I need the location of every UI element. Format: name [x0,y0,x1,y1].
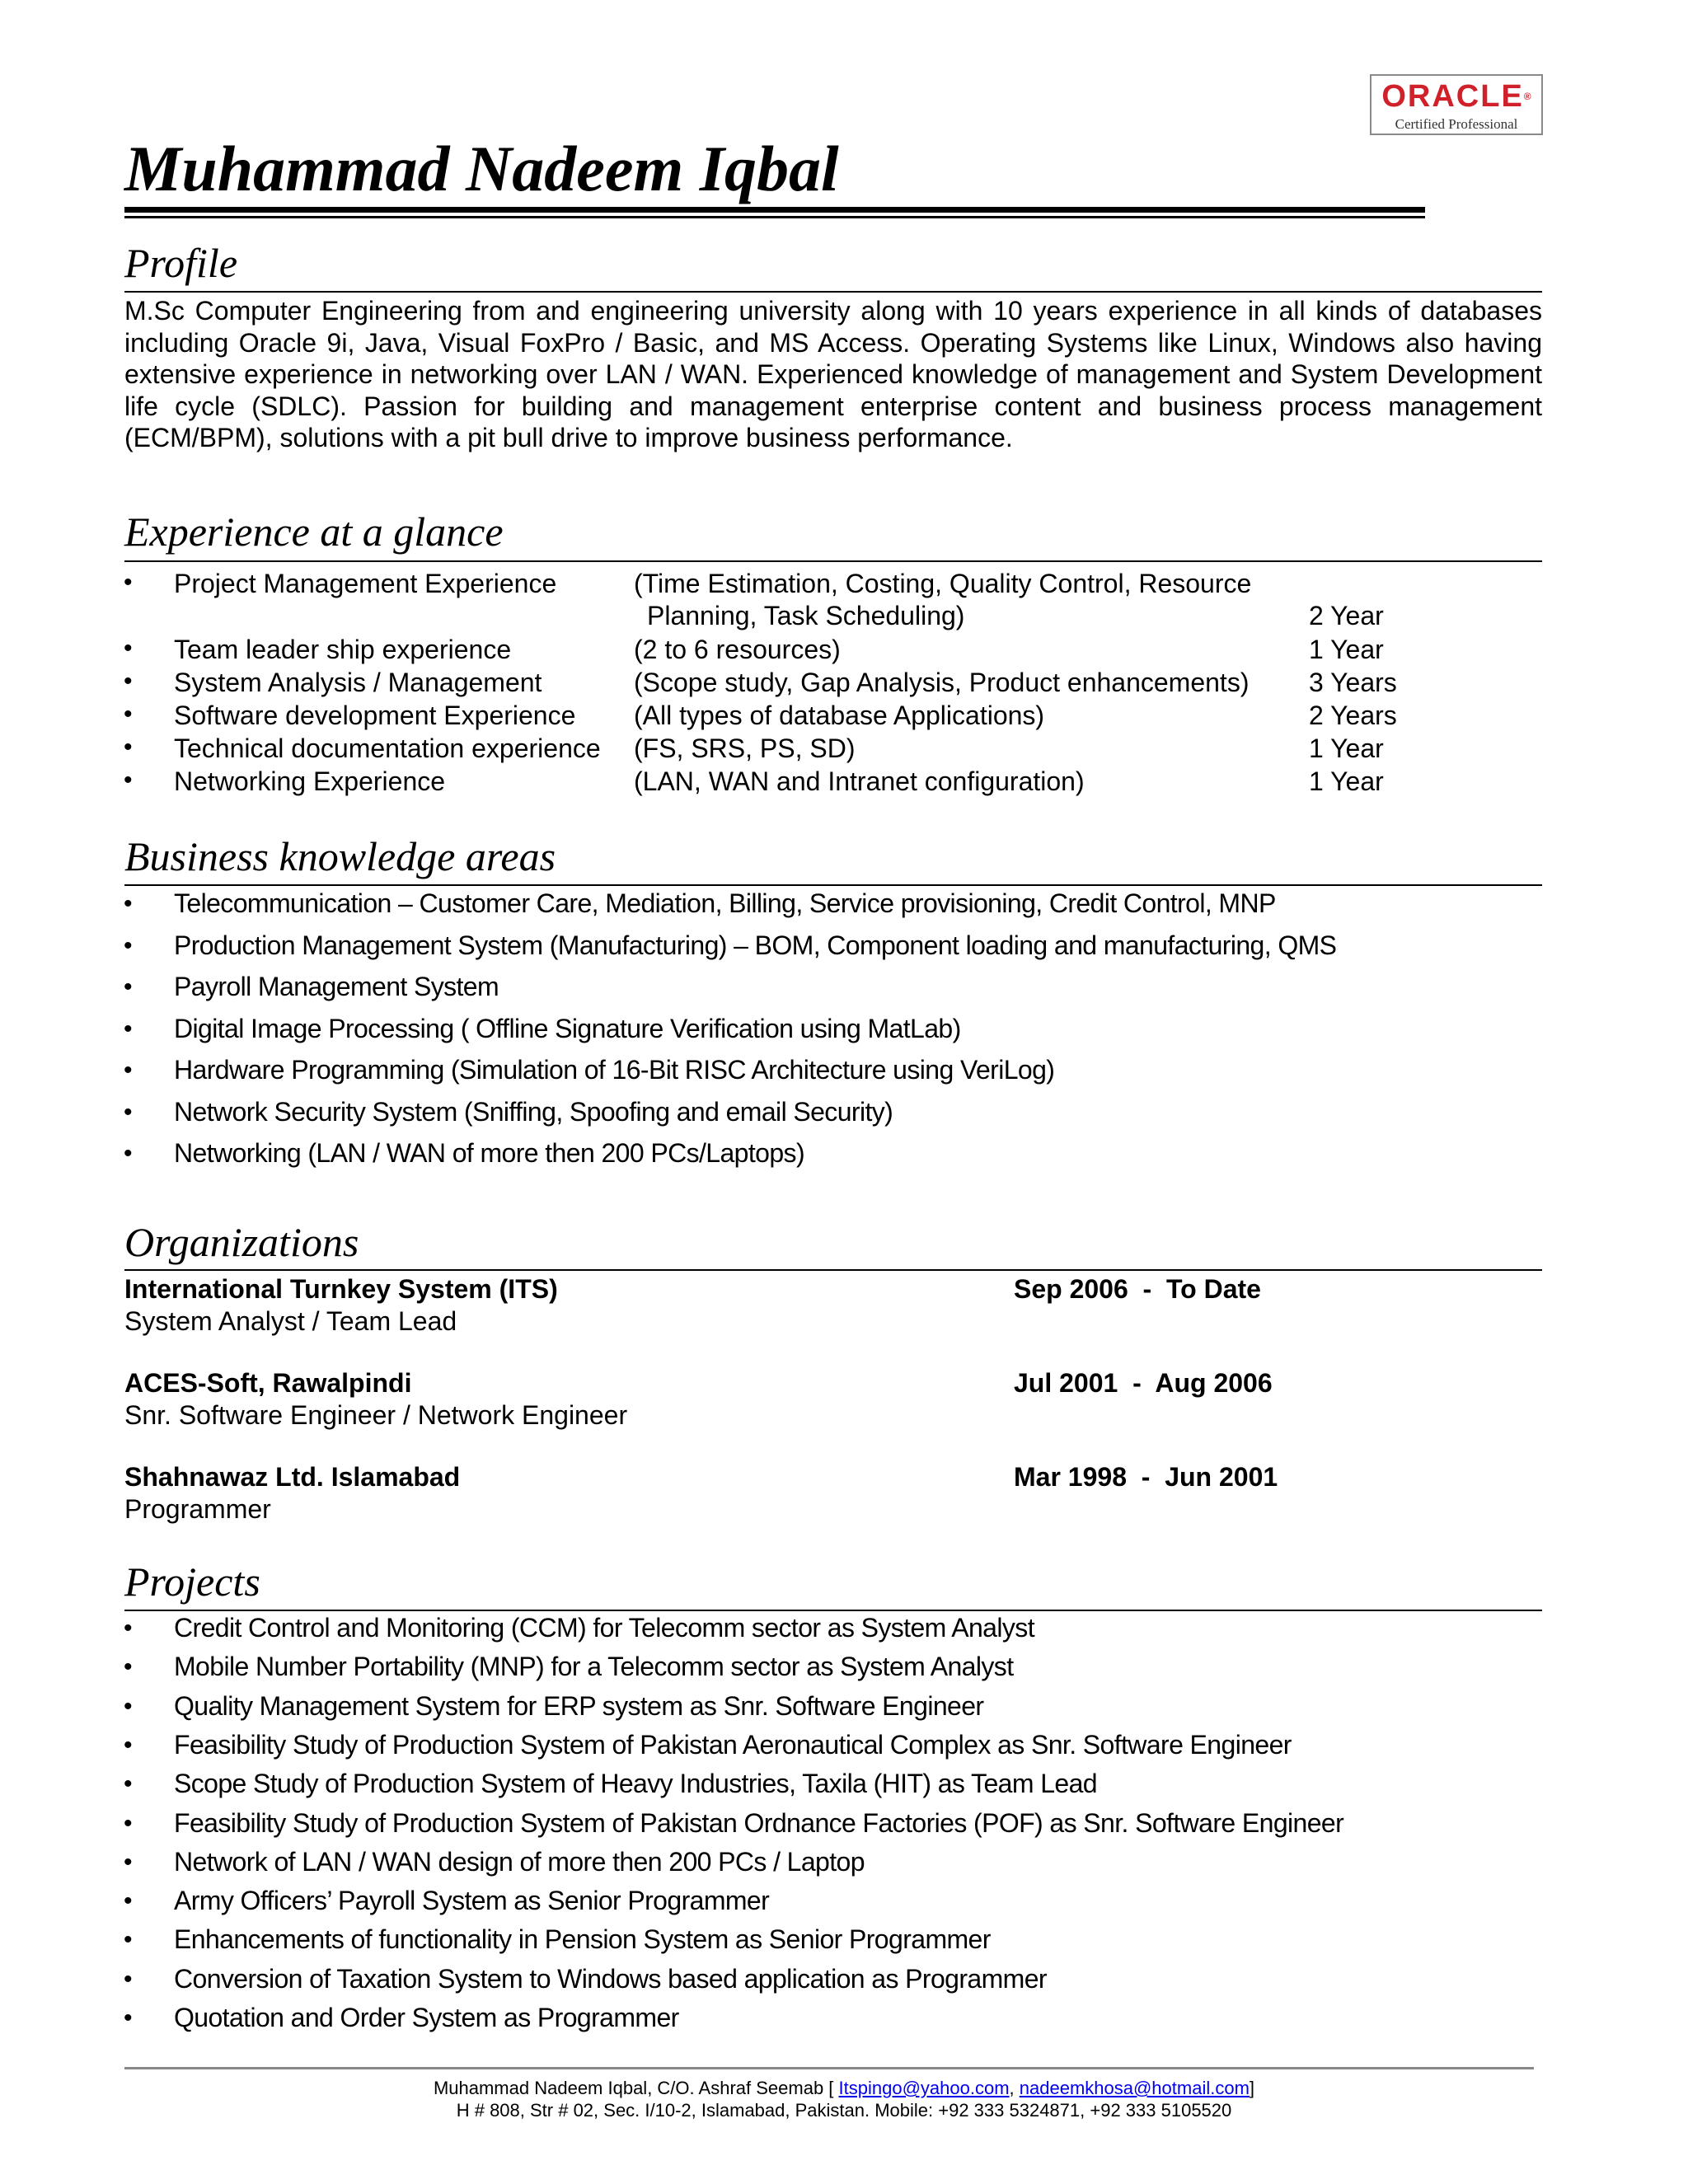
experience-area: Software development Experience [174,701,576,730]
list-item [0,1730,1688,1763]
list-item [0,1652,1688,1685]
logo-subtitle: Certified Professional [1395,116,1518,132]
list-item-text: Mobile Number Portability (MNP) for a Telecomm sector as System Analyst [174,1652,1014,1682]
bullet-icon: • [124,1057,132,1084]
bullet-icon: • [124,1770,132,1798]
bullet-icon: • [124,2004,132,2032]
list-item [0,1014,1688,1047]
experience-duration: 1 Year [1309,733,1384,763]
list-item [0,972,1688,1005]
experience-detail: (All types of database Applications) [634,701,1045,730]
experience-duration: 1 Year [1309,635,1384,664]
name-rule-thin [124,216,1425,218]
list-item [0,1613,1688,1646]
organization-role: Snr. Software Engineer / Network Engineer [124,1400,628,1430]
bullet-icon: • [124,569,133,596]
experience-area: Team leader ship experience [174,635,512,664]
bullet-icon: • [124,1692,132,1720]
bullet-icon: • [124,635,133,662]
list-item [0,1769,1688,1802]
list-item-text: Feasibility Study of Production System of Pakistan Aeronautical Complex as Snr. Software Engineer [174,1729,1292,1760]
bullet-icon: • [124,1926,132,1954]
list-item [0,1691,1688,1724]
list-item [0,1847,1688,1880]
profile-text: M.Sc Computer Engineering from and engineering university along with 10 years experience in all kinds of databases including Oracle 9i, Java, Visual FoxPro / Basic, and MS Access. Operating Systems like Linux, Windows also having extensive experience in networking over LAN / WAN. Experienced knowledge of management and System Development life cycle (SDLC). Passion for building and management enterprise content and business process management (ECM/BPM), solutions with a pit bull drive to improve business performance. [124,296,1542,452]
list-item-text: Network of LAN / WAN design of more then 200 PCs / Laptop [174,1846,865,1877]
bullet-icon: • [124,1653,132,1681]
footer-bracket: ] [1249,2078,1255,2098]
organization-name: ACES-Soft, Rawalpindi [124,1368,412,1398]
list-item [0,1964,1688,1997]
list-item-text: Enhancements of functionality in Pension System as Senior Programmer [174,1924,991,1955]
projects-rule [124,1610,1542,1611]
business-heading: Business knowledge areas [124,833,556,879]
list-item-text: Payroll Management System [174,972,499,1001]
list-item [0,930,1688,963]
bullet-icon: • [124,1015,132,1043]
logo-brand: ORACLE® [1381,79,1531,114]
list-item [0,1886,1688,1919]
list-item [0,2003,1688,2036]
candidate-name: Muhammad Nadeem Iqbal [124,133,839,204]
organization-dates: Jul 2001 - Aug 2006 [1014,1368,1273,1398]
organization-dates: Mar 1998 - Jun 2001 [1014,1462,1278,1492]
bullet-icon: • [124,766,133,794]
list-item-text: Credit Control and Monitoring (CCM) for Telecomm sector as System Analyst [174,1613,1034,1643]
experience-heading: Experience at a glance [124,509,504,555]
bullet-icon: • [124,890,132,917]
email-link-hotmail[interactable]: nadeemkhosa@hotmail.com [1019,2078,1250,2098]
experience-detail: (Scope study, Gap Analysis, Product enhancements) [634,668,1250,697]
bullet-icon: • [124,1098,132,1126]
profile-heading: Profile [124,240,238,286]
business-rule [124,884,1542,886]
oracle-certified-logo [1370,74,1543,135]
footer-contact-prefix: Muhammad Nadeem Iqbal, C/O. Ashraf Seemab [ [433,2078,839,2098]
experience-rule [124,560,1542,562]
experience-area: Technical documentation experience [174,733,601,763]
experience-duration: 2 Years [1309,701,1397,730]
organization-dates: Sep 2006 - To Date [1014,1274,1261,1304]
list-item-text: Digital Image Processing ( Offline Signature Verification using MatLab) [174,1013,961,1043]
list-item [0,1055,1688,1088]
list-item-text: Telecommunication – Customer Care, Mediation, Billing, Service provisioning, Credit Control, MNP [174,888,1276,918]
experience-area: System Analysis / Management [174,668,542,697]
experience-detail: (2 to 6 resources) [634,635,841,664]
list-item-text: Army Officers’ Payroll System as Senior Programmer [174,1886,770,1916]
experience-duration: 2 Year [1309,601,1384,630]
footer-address: H # 808, Str # 02, Sec. I/10-2, Islamabad, Pakistan. Mobile: +92 333 5324871, +92 333 5105520 [456,2100,1232,2121]
list-item-text: Scope Study of Production System of Heavy Industries, Taxila (HIT) as Team Lead [174,1769,1097,1799]
experience-duration: 1 Year [1309,766,1384,796]
list-item-text: Network Security System (Sniffing, Spoofing and email Security) [174,1096,893,1127]
bullet-icon: • [124,931,132,959]
experience-detail: (FS, SRS, PS, SD) [634,733,856,763]
bullet-icon: • [124,1965,132,1993]
organizations-heading: Organizations [124,1219,359,1265]
list-item-text: Quality Management System for ERP system as Snr. Software Engineer [174,1690,984,1721]
list-item-text: Conversion of Taxation System to Windows based application as Programmer [174,1963,1047,1994]
list-item [0,1138,1688,1171]
email-link-yahoo[interactable]: Itspingo@yahoo.com [838,2078,1010,2098]
bullet-icon: • [124,733,133,761]
list-item-text: Hardware Programming (Simulation of 16-Bit RISC Architecture using VeriLog) [174,1055,1055,1085]
footer-separator: , [1009,2078,1020,2098]
experience-duration: 3 Years [1309,668,1397,697]
experience-area: Project Management Experience [174,569,557,598]
bullet-icon: • [124,1848,132,1876]
profile-rule [124,291,1542,293]
list-item [0,1097,1688,1130]
bullet-icon: • [124,1615,132,1642]
bullet-icon: • [124,1731,132,1759]
bullet-icon: • [124,668,133,695]
list-item-text: Feasibility Study of Production System of Pakistan Ordnance Factories (POF) as Snr. Software Engineer [174,1807,1344,1838]
footer-rule [124,2067,1534,2069]
bullet-icon: • [124,1809,132,1837]
experience-detail-continued: Planning, Task Scheduling) [647,601,965,630]
bullet-icon: • [124,701,133,728]
bullet-icon: • [124,1140,132,1167]
list-item [0,1808,1688,1841]
name-rule-thick [124,207,1425,213]
projects-heading: Projects [124,1558,260,1605]
bullet-icon: • [124,973,132,1001]
organization-name: International Turnkey System (ITS) [124,1274,558,1304]
organization-role: System Analyst / Team Lead [124,1306,457,1336]
list-item-text: Quotation and Order System as Programmer [174,2003,679,2032]
list-item [0,1924,1688,1957]
footer-line-1 [0,2077,1688,2099]
list-item [0,888,1688,921]
bullet-icon: • [124,1887,132,1915]
experience-area: Networking Experience [174,766,446,796]
experience-detail: (LAN, WAN and Intranet configuration) [634,766,1085,796]
organizations-rule [124,1269,1542,1271]
organization-name: Shahnawaz Ltd. Islamabad [124,1462,461,1492]
list-item-text: Networking (LAN / WAN of more then 200 PCs/Laptops) [174,1138,804,1168]
list-item-text: Production Management System (Manufacturing) – BOM, Component loading and manufacturing, QMS [174,930,1337,960]
experience-detail: (Time Estimation, Costing, Quality Control, Resource [634,569,1252,598]
organization-role: Programmer [124,1494,271,1524]
